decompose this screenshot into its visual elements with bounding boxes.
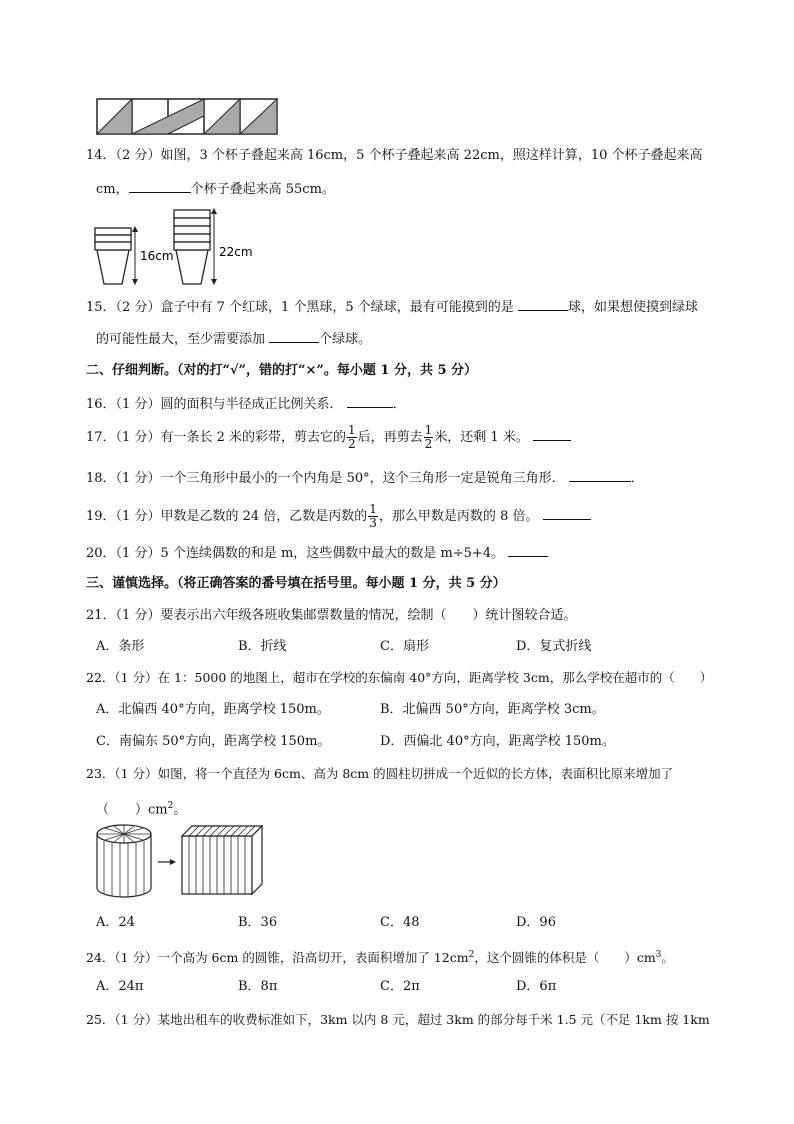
stacked-cups-figure — [92, 204, 258, 286]
q16-text: 16．（1 分）圆的面积与半径成正比例关系． — [86, 397, 343, 412]
q22-option-a[interactable]: A．北偏西 40°方向，距离学校 150m。 — [96, 702, 330, 717]
q20 — [86, 542, 548, 564]
q20-text: 20．（1 分）5 个连续偶数的和是 m，这些偶数中最大的数是 m÷5+4。 — [86, 546, 505, 561]
q21-option-b[interactable]: B．折线 — [238, 639, 287, 654]
q19 — [86, 503, 591, 530]
q15-text-c: 的可能性最大，至少需要添加 — [96, 332, 266, 347]
q19-text-a: 19．（1 分）甲数是乙数的 24 倍，乙数是丙数的 — [86, 509, 368, 524]
q14-text-a: cm， — [96, 182, 129, 197]
q22-option-c[interactable]: C．南偏东 50°方向，距离学校 150m。 — [96, 734, 331, 749]
q19-blank[interactable] — [543, 505, 591, 520]
q24-text-a: 24．（1 分）一个高为 6cm 的圆锥，沿高切开，表面积增加了 12cm — [86, 950, 469, 966]
q18-blank[interactable] — [569, 467, 631, 482]
q24-text-b: ，这个圆锥的体积是（ ）cm — [474, 950, 656, 966]
q18-text: 18．（1 分）一个三角形中最小的一个内角是 50°，这个三角形一定是锐角三角形． — [86, 471, 565, 486]
q18 — [86, 467, 644, 489]
q23-paren: （ ）cm — [96, 802, 168, 818]
q15-blank-2[interactable] — [269, 328, 319, 343]
q15-text-d: 个绿球。 — [319, 332, 372, 347]
q24-sup-2: 3 — [655, 950, 662, 960]
q24-text-c: 。 — [661, 950, 674, 966]
q16 — [86, 393, 406, 415]
q23-option-d[interactable]: D．96 — [516, 915, 556, 930]
q19-text-b: ，那么甲数是丙数的 8 倍。 — [378, 509, 539, 524]
q24-option-a[interactable]: A．24π — [96, 979, 144, 994]
section-2-heading: 二、仔细判断。（对的打“√”，错的打“×”。每小题 1 分，共 5 分） — [86, 363, 478, 378]
q16-blank[interactable] — [347, 393, 393, 408]
q18-end: ． — [630, 471, 644, 486]
q23-option-c[interactable]: C．48 — [380, 915, 420, 930]
triangle-strip-figure — [96, 98, 278, 136]
q15-text-b: 球，如果想使摸到绿球 — [567, 300, 698, 315]
q24-option-c[interactable]: C．2π — [380, 979, 420, 994]
q21-text: 21．（1 分）要表示出六年级各班收集邮票数量的情况，绘制（ ）统计图较合适。 — [86, 608, 577, 623]
q17-fraction-1: $\frac{1}{2}$ — [347, 423, 356, 451]
q20-blank[interactable] — [508, 542, 548, 557]
q22-option-d[interactable]: D．西偏北 40°方向，距离学校 150m。 — [380, 734, 615, 749]
q23-option-a[interactable]: A．24 — [96, 915, 135, 930]
q23-text: 23．（1 分）如图，将一个直径为 6cm、高为 8cm 的圆柱切拼成一个近似的长方体，表面积比原来增加了 — [86, 766, 674, 781]
q14-answer-blank[interactable] — [129, 178, 191, 193]
q17-text-a: 17．（1 分）有一条长 2 米的彩带，剪去它的 — [86, 430, 346, 445]
q24-sup-1: 2 — [468, 950, 475, 960]
q23-option-b[interactable]: B．36 — [238, 915, 278, 930]
q17-text-b: 后，再剪去 — [357, 430, 423, 445]
q17-blank[interactable] — [533, 426, 571, 441]
q24-text — [86, 945, 674, 968]
cups-label-22cm: 22cm — [219, 245, 253, 259]
q22-option-b[interactable]: B．北偏西 50°方向，距离学校 3cm。 — [380, 702, 605, 717]
q21-option-a[interactable]: A．条形 — [96, 639, 145, 654]
q15-line1 — [86, 296, 698, 318]
q24-option-b[interactable]: B．8π — [238, 979, 278, 994]
q19-fraction: $\frac{1}{3}$ — [369, 502, 377, 530]
q16-end: ． — [392, 397, 406, 412]
q23-line2 — [96, 796, 186, 820]
section-3-heading: 三、谨慎选择。（将正确答案的番号填在括号里。每小题 1 分，共 5 分） — [86, 576, 506, 591]
q23-superscript: 2 — [167, 801, 174, 811]
q22-text: 22．（1 分）在 1：5000 的地图上，超市在学校的东偏南 40°方向，距离学校 3cm，那么学校在超市的（ ） — [86, 670, 713, 685]
q15-line2 — [96, 328, 371, 350]
q14-line1: 14．（2 分）如图，3 个杯子叠起来高 16cm，5 个杯子叠起来高 22cm，照这样计算，10 个杯子叠起来高 — [86, 148, 703, 163]
q21-option-c[interactable]: C．扇形 — [380, 639, 429, 654]
q15-text-a: 15．（2 分）盒子中有 7 个红球，1 个黑球，5 个绿球，最有可能摸到的是 — [86, 300, 514, 315]
q17-fraction-2: $\frac{1}{2}$ — [424, 423, 433, 451]
q24-option-d[interactable]: D．6π — [516, 979, 557, 994]
q23-end: 。 — [173, 802, 187, 818]
q15-blank-1[interactable] — [518, 296, 568, 311]
q17-text-c: 米，还剩 1 米。 — [434, 430, 529, 445]
q25-text: 25．（1 分）某地出租车的收费标准如下，3km 以内 8 元，超过 3km 的部分每千米 1.5 元（不足 1km 按 1km — [86, 1012, 710, 1027]
q21-option-d[interactable]: D．复式折线 — [516, 639, 592, 654]
q14-line2 — [96, 178, 335, 200]
cups-label-16cm: 16cm — [140, 249, 174, 263]
q17 — [86, 424, 571, 451]
cylinder-to-cuboid-figure — [92, 822, 274, 900]
q14-text-b: 个杯子叠起来高 55cm。 — [190, 182, 335, 197]
